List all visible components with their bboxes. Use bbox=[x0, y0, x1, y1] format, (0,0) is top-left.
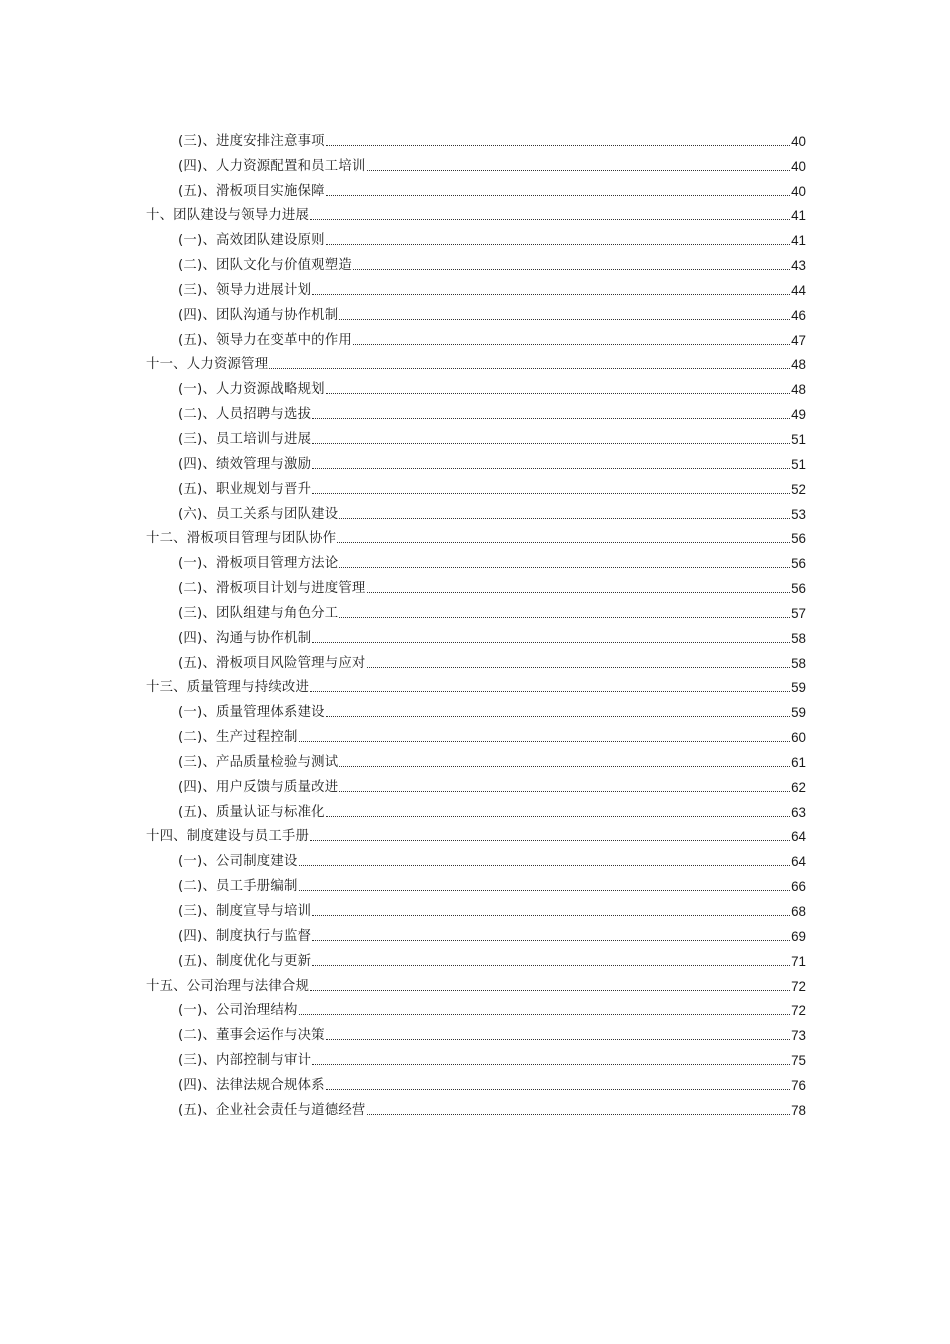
toc-dot-leader bbox=[326, 1089, 790, 1090]
toc-section-entry[interactable] bbox=[146, 895, 806, 920]
toc-entry-title: (四)、制度执行与监督 bbox=[178, 928, 312, 944]
toc-page-number: 59 bbox=[791, 705, 806, 721]
toc-entry-title: (四)、法律法规合规体系 bbox=[178, 1077, 325, 1093]
toc-entry-title: (五)、滑板项目风险管理与应对 bbox=[178, 655, 366, 671]
toc-page-number: 60 bbox=[791, 730, 806, 746]
toc-entry-title: (三)、员工培训与进展 bbox=[178, 431, 312, 447]
toc-page-number: 76 bbox=[791, 1077, 806, 1093]
toc-section-entry[interactable] bbox=[146, 373, 806, 398]
toc-dot-leader bbox=[312, 965, 790, 966]
toc-entry-title: (三)、制度宣导与培训 bbox=[178, 904, 312, 919]
toc-section-entry[interactable] bbox=[146, 572, 806, 597]
toc-dot-leader bbox=[367, 667, 791, 668]
toc-chapter-entry[interactable] bbox=[146, 349, 806, 374]
toc-section-entry[interactable] bbox=[146, 995, 806, 1020]
toc-page-number: 48 bbox=[791, 382, 806, 398]
toc-dot-leader bbox=[312, 443, 790, 444]
toc-chapter-entry[interactable] bbox=[146, 821, 806, 846]
toc-chapter-entry[interactable] bbox=[146, 970, 806, 995]
toc-page-number: 47 bbox=[791, 332, 806, 348]
toc-page-number: 58 bbox=[791, 655, 806, 671]
toc-section-entry[interactable] bbox=[146, 796, 806, 821]
toc-section-entry[interactable] bbox=[146, 249, 806, 274]
toc-page-number: 48 bbox=[791, 357, 806, 373]
toc-section-entry[interactable] bbox=[146, 597, 806, 622]
toc-section-entry[interactable] bbox=[146, 473, 806, 498]
toc-entry-title: (二)、人员招聘与选拔 bbox=[178, 407, 312, 423]
toc-entry-title: (四)、用户反馈与质量改进 bbox=[178, 779, 339, 795]
toc-dot-leader bbox=[299, 865, 791, 866]
toc-entry-title: (五)、企业社会责任与道德经营 bbox=[178, 1102, 366, 1118]
toc-section-entry[interactable] bbox=[146, 945, 806, 970]
toc-page-number: 56 bbox=[791, 556, 806, 572]
toc-dot-leader bbox=[326, 816, 790, 817]
toc-dot-leader bbox=[312, 915, 790, 916]
toc-entry-title: 十、团队建设与领导力进展 bbox=[146, 208, 310, 224]
toc-entry-title: (一)、公司制度建设 bbox=[178, 854, 298, 870]
toc-dot-leader bbox=[339, 518, 790, 519]
toc-entry-title: (四)、人力资源配置和员工培训 bbox=[178, 158, 366, 174]
toc-entry-title: (五)、制度优化与更新 bbox=[178, 953, 312, 969]
toc-dot-leader bbox=[367, 592, 791, 593]
toc-page-number: 51 bbox=[791, 431, 806, 447]
toc-page-number: 72 bbox=[791, 978, 806, 994]
toc-dot-leader bbox=[326, 1039, 790, 1040]
toc-page-number: 57 bbox=[791, 605, 806, 621]
toc-page-number: 61 bbox=[791, 754, 806, 770]
toc-dot-leader bbox=[339, 791, 790, 792]
toc-dot-leader bbox=[312, 1064, 790, 1065]
toc-entry-title: (一)、高效团队建设原则 bbox=[178, 233, 325, 249]
toc-dot-leader bbox=[339, 567, 790, 568]
toc-dot-leader bbox=[310, 219, 790, 220]
toc-dot-leader bbox=[326, 716, 790, 717]
toc-entry-title: (三)、进度安排注意事项 bbox=[178, 133, 325, 149]
toc-section-entry[interactable] bbox=[146, 696, 806, 721]
toc-entry-title: (五)、职业规划与晋升 bbox=[178, 481, 312, 497]
toc-section-entry[interactable] bbox=[146, 1069, 806, 1094]
toc-section-entry[interactable] bbox=[146, 398, 806, 423]
toc-dot-leader bbox=[310, 691, 790, 692]
toc-section-entry[interactable] bbox=[146, 274, 806, 299]
toc-entry-title: (二)、滑板项目计划与进度管理 bbox=[178, 581, 366, 597]
toc-section-entry[interactable] bbox=[146, 150, 806, 175]
toc-entry-title: (四)、绩效管理与激励 bbox=[178, 456, 312, 472]
toc-dot-leader bbox=[326, 244, 790, 245]
toc-section-entry[interactable] bbox=[146, 125, 806, 150]
toc-dot-leader bbox=[312, 294, 790, 295]
toc-section-entry[interactable] bbox=[146, 175, 806, 200]
toc-section-entry[interactable] bbox=[146, 920, 806, 945]
toc-entry-title: (三)、产品质量检验与测试 bbox=[178, 754, 339, 770]
toc-entry-title: (一)、质量管理体系建设 bbox=[178, 705, 325, 721]
toc-entry-title: (五)、质量认证与标准化 bbox=[178, 804, 325, 820]
toc-page-number: 56 bbox=[791, 531, 806, 547]
toc-entry-title: (四)、团队沟通与协作机制 bbox=[178, 307, 339, 323]
toc-entry-title: (六)、员工关系与团队建设 bbox=[178, 506, 339, 522]
toc-section-entry[interactable] bbox=[146, 498, 806, 523]
toc-page-number: 40 bbox=[791, 133, 806, 149]
toc-page-number: 41 bbox=[791, 208, 806, 224]
toc-page-number: 62 bbox=[791, 779, 806, 795]
toc-entry-title: (五)、领导力在变革中的作用 bbox=[178, 332, 352, 348]
toc-dot-leader bbox=[353, 344, 790, 345]
toc-entry-title: (一)、人力资源战略规划 bbox=[178, 382, 325, 398]
toc-dot-leader bbox=[337, 542, 790, 543]
toc-section-entry[interactable] bbox=[146, 647, 806, 672]
toc-dot-leader bbox=[326, 145, 790, 146]
toc-page-number: 58 bbox=[791, 630, 806, 646]
toc-dot-leader bbox=[367, 170, 791, 171]
toc-entry-title: (四)、沟通与协作机制 bbox=[178, 630, 312, 646]
toc-dot-leader bbox=[312, 493, 790, 494]
toc-page-number: 43 bbox=[791, 258, 806, 274]
toc-section-entry[interactable] bbox=[146, 771, 806, 796]
toc-section-entry[interactable] bbox=[146, 746, 806, 771]
toc-dot-leader bbox=[299, 1014, 791, 1015]
toc-entry-title: (一)、公司治理结构 bbox=[178, 1003, 298, 1019]
toc-dot-leader bbox=[269, 368, 790, 369]
toc-section-entry[interactable] bbox=[146, 870, 806, 895]
toc-dot-leader bbox=[326, 195, 790, 196]
toc-dot-leader bbox=[339, 617, 790, 618]
toc-entry-title: (二)、生产过程控制 bbox=[178, 730, 298, 746]
toc-page-number: 78 bbox=[791, 1102, 806, 1118]
table-of-contents bbox=[146, 125, 806, 1119]
toc-page-number: 75 bbox=[791, 1053, 806, 1069]
toc-section-entry[interactable] bbox=[146, 423, 806, 448]
toc-section-entry[interactable] bbox=[146, 845, 806, 870]
toc-entry-title: (三)、内部控制与审计 bbox=[178, 1053, 312, 1069]
toc-dot-leader bbox=[312, 468, 790, 469]
toc-dot-leader bbox=[299, 890, 791, 891]
toc-dot-leader bbox=[312, 642, 790, 643]
toc-section-entry[interactable] bbox=[146, 1019, 806, 1044]
toc-page-number: 63 bbox=[791, 804, 806, 820]
toc-dot-leader bbox=[367, 1114, 791, 1115]
toc-page-number: 64 bbox=[791, 829, 806, 845]
toc-dot-leader bbox=[353, 269, 790, 270]
toc-page-number: 49 bbox=[791, 407, 806, 423]
toc-chapter-entry[interactable] bbox=[146, 672, 806, 697]
toc-page-number: 68 bbox=[791, 904, 806, 919]
toc-dot-leader bbox=[339, 766, 790, 767]
toc-section-entry[interactable] bbox=[146, 1094, 806, 1119]
toc-entry-title: (二)、董事会运作与决策 bbox=[178, 1028, 325, 1044]
toc-chapter-entry[interactable] bbox=[146, 523, 806, 548]
toc-entry-title: 十四、制度建设与员工手册 bbox=[146, 829, 310, 845]
toc-page-number: 69 bbox=[791, 928, 806, 944]
toc-section-entry[interactable] bbox=[146, 324, 806, 349]
toc-dot-leader bbox=[339, 319, 790, 320]
toc-page-number: 51 bbox=[791, 456, 806, 472]
toc-section-entry[interactable] bbox=[146, 448, 806, 473]
toc-entry-title: (二)、团队文化与价值观塑造 bbox=[178, 258, 352, 274]
toc-page-number: 73 bbox=[791, 1028, 806, 1044]
toc-page-number: 64 bbox=[791, 854, 806, 870]
toc-page-number: 44 bbox=[791, 282, 806, 298]
toc-entry-title: 十二、滑板项目管理与团队协作 bbox=[146, 531, 337, 547]
toc-dot-leader bbox=[326, 393, 790, 394]
toc-dot-leader bbox=[312, 418, 790, 419]
toc-section-entry[interactable] bbox=[146, 224, 806, 249]
toc-entry-title: (二)、员工手册编制 bbox=[178, 879, 298, 895]
toc-page-number: 71 bbox=[791, 953, 806, 969]
toc-dot-leader bbox=[310, 840, 790, 841]
toc-page-number: 52 bbox=[791, 481, 806, 497]
toc-page-number: 72 bbox=[791, 1003, 806, 1019]
toc-section-entry[interactable] bbox=[146, 299, 806, 324]
toc-chapter-entry[interactable] bbox=[146, 200, 806, 225]
toc-page-number: 41 bbox=[791, 233, 806, 249]
toc-dot-leader bbox=[310, 990, 790, 991]
toc-page-number: 40 bbox=[791, 158, 806, 174]
toc-page-number: 66 bbox=[791, 879, 806, 895]
toc-section-entry[interactable] bbox=[146, 547, 806, 572]
toc-entry-title: 十一、人力资源管理 bbox=[146, 357, 269, 373]
toc-page-number: 59 bbox=[791, 680, 806, 696]
toc-section-entry[interactable] bbox=[146, 1044, 806, 1069]
toc-entry-title: (五)、滑板项目实施保障 bbox=[178, 183, 325, 199]
toc-page-number: 46 bbox=[791, 307, 806, 323]
toc-page-number: 53 bbox=[791, 506, 806, 522]
toc-page-number: 40 bbox=[791, 183, 806, 199]
toc-section-entry[interactable] bbox=[146, 622, 806, 647]
toc-entry-title: 十五、公司治理与法律合规 bbox=[146, 978, 310, 994]
toc-entry-title: 十三、质量管理与持续改进 bbox=[146, 680, 310, 696]
toc-page-number: 56 bbox=[791, 581, 806, 597]
toc-dot-leader bbox=[299, 741, 791, 742]
toc-section-entry[interactable] bbox=[146, 721, 806, 746]
toc-entry-title: (三)、领导力进展计划 bbox=[178, 282, 312, 298]
toc-dot-leader bbox=[312, 940, 790, 941]
toc-entry-title: (一)、滑板项目管理方法论 bbox=[178, 556, 339, 572]
toc-entry-title: (三)、团队组建与角色分工 bbox=[178, 605, 339, 621]
